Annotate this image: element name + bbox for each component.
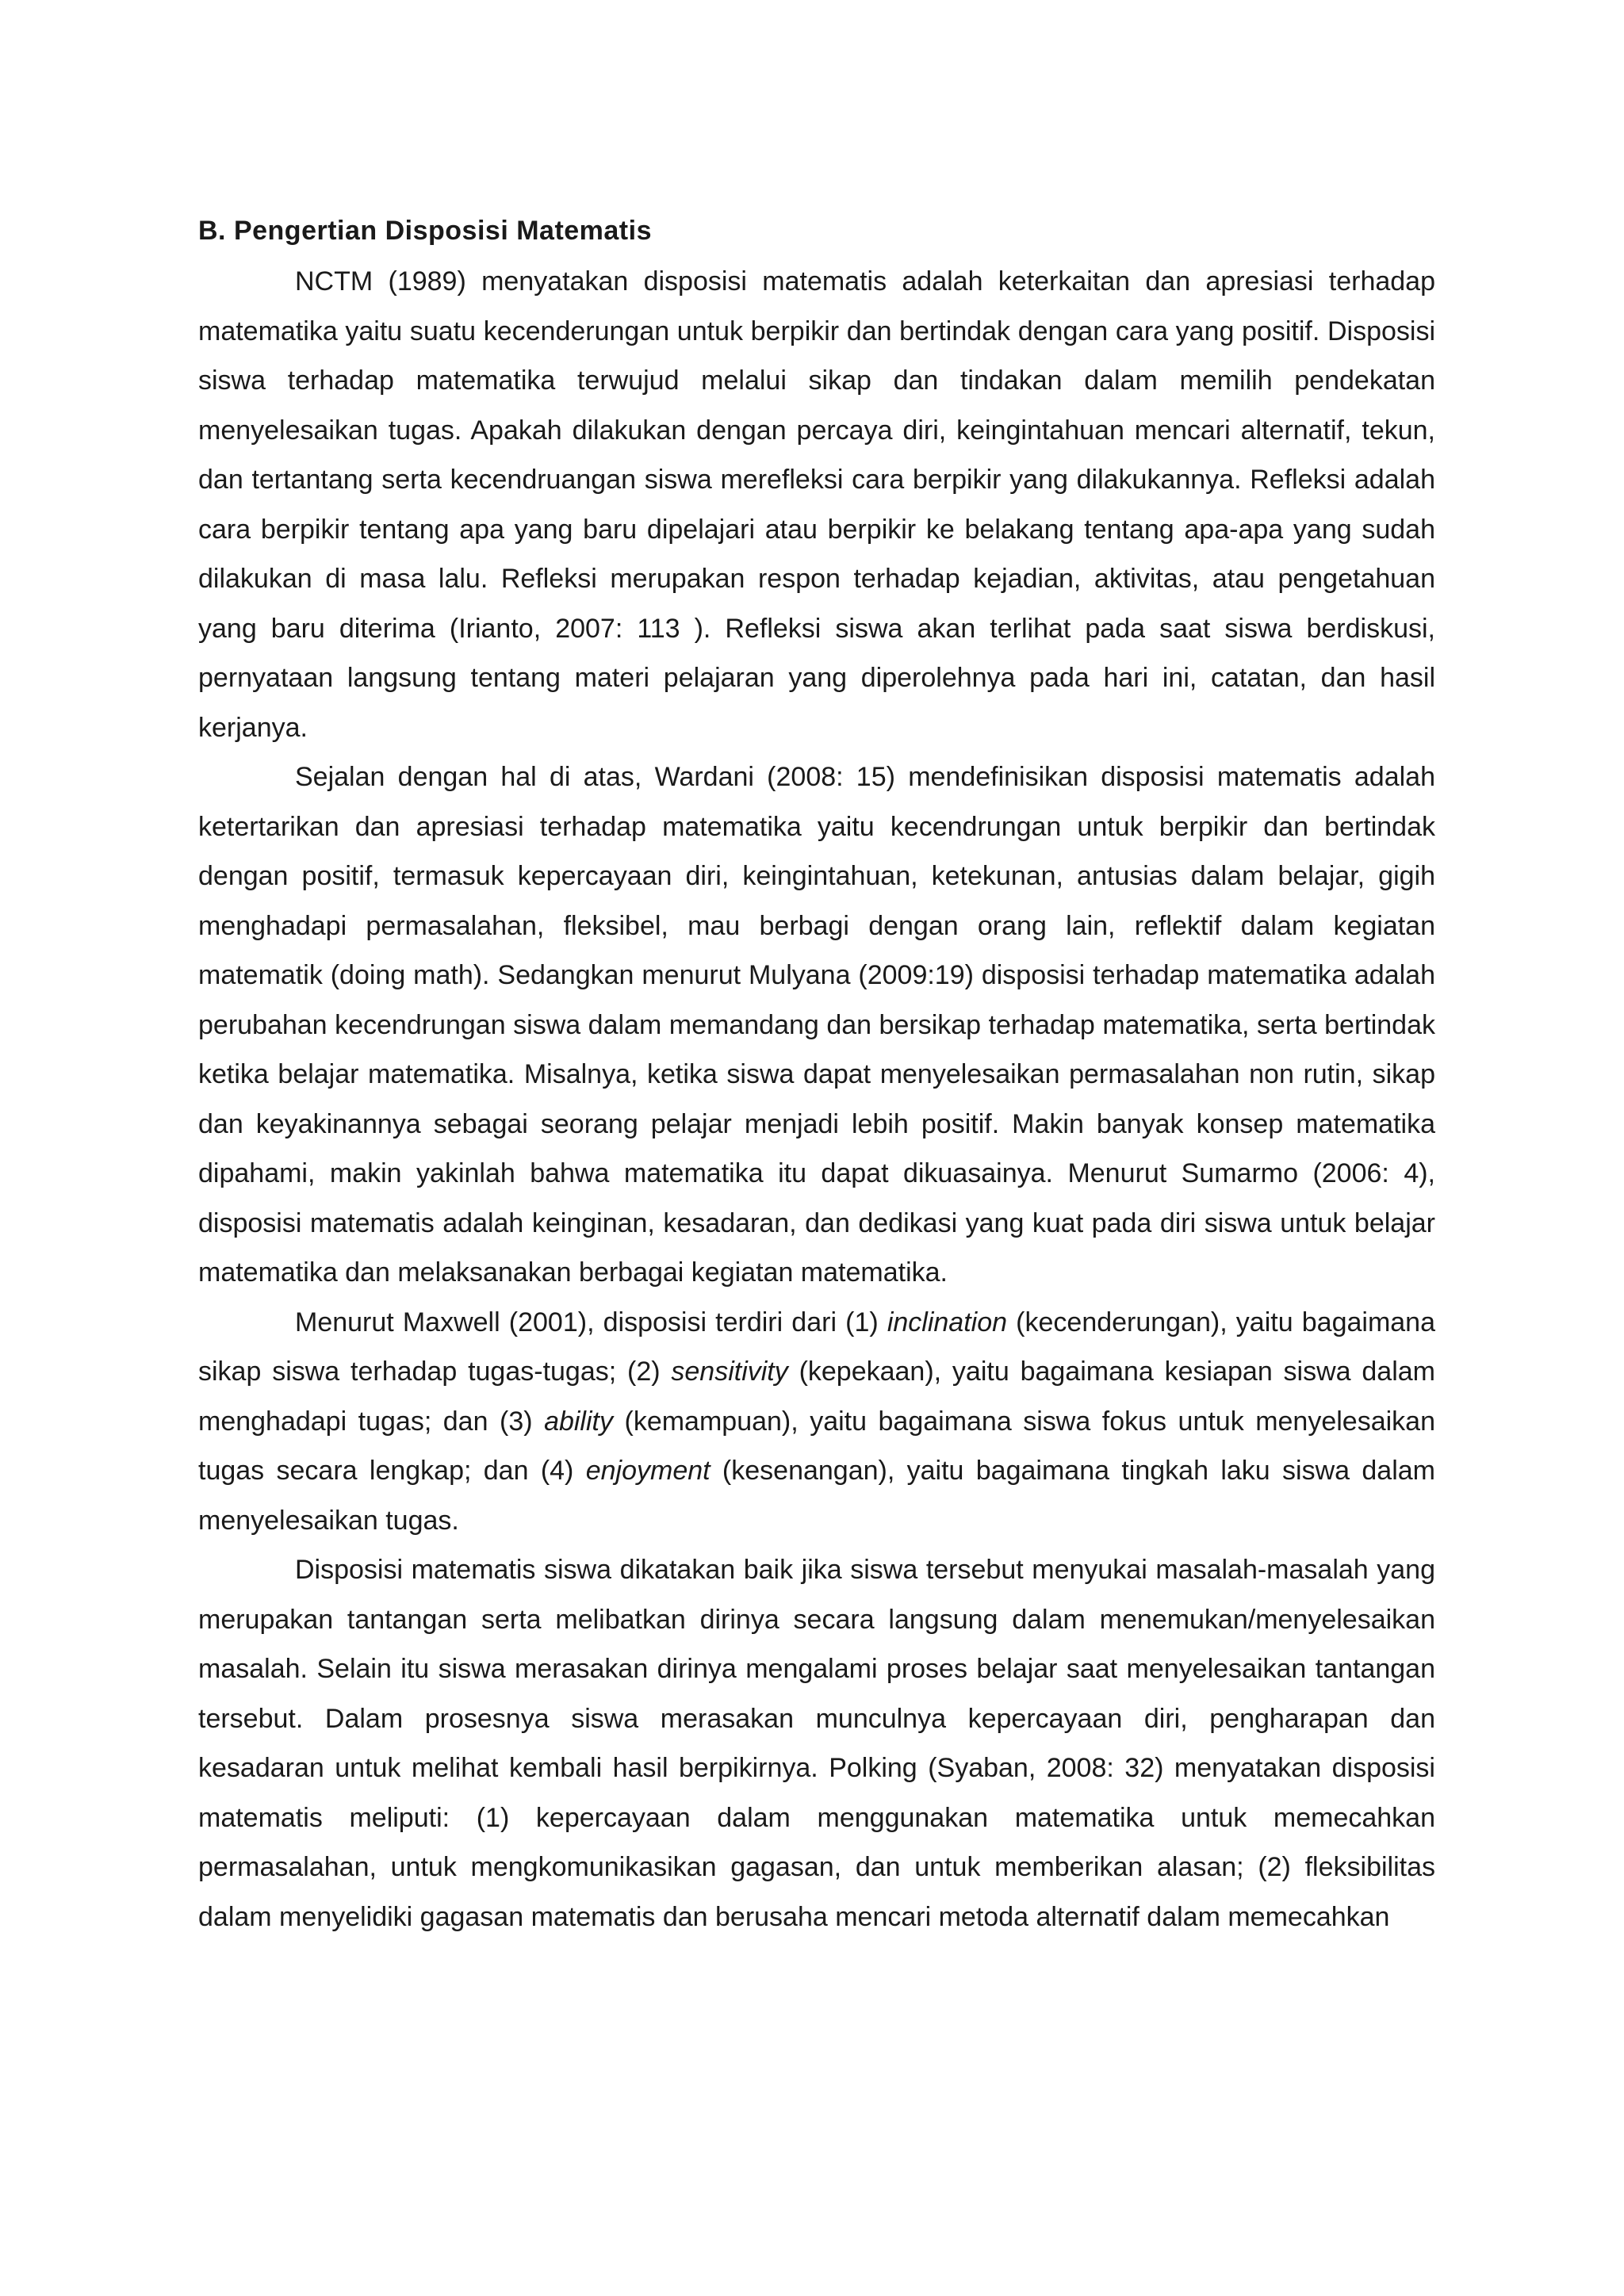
paragraph-text: Menurut Maxwell (2001), disposisi terdiri dari (1): [295, 1307, 887, 1337]
paragraph-text: Sejalan dengan hal di atas, Wardani (2008: 15) mendefinisikan disposisi matematis adalah ketertarikan dan apresiasi terhadap matematika yaitu kecendrungan untuk berpikir dan bertindak dengan positif, termasuk kepercayaan diri, keingintahuan, ketekunan, antusias dalam belajar, gigih menghadapi permasalahan, fleksibel, mau berbagi dengan orang lain, reflektif dalam kegiatan matematik (doing math). Sedangkan menurut Mulyana (2009:19) disposisi terhadap matematika adalah perubahan kecendrungan siswa dalam memandang dan bersikap terhadap matematika, serta bertindak ketika belajar matematika. Misalnya, ketika siswa dapat menyelesaikan permasalahan non rutin, sikap dan keyakinannya sebagai seorang pelajar menjadi lebih positif. Makin banyak konsep matematika dipahami, makin yakinlah bahwa matematika itu dapat dikuasainya. Menurut Sumarmo (2006: 4), disposisi matematis adalah keinginan, kesadaran, dan dedikasi yang kuat pada diri siswa untuk belajar matematika dan melaksanakan berbagai kegiatan matematika.: [198, 762, 1435, 1288]
document-page: [198, 212, 1435, 1942]
paragraph-text: Disposisi matematis siswa dikatakan baik jika siswa tersebut menyukai masalah-masalah yang merupakan tantangan serta melibatkan dirinya secara langsung dalam menemukan/menyelesaikan masalah. Selain itu siswa merasakan dirinya mengalami proses belajar saat menyelesaikan tantangan tersebut. Dalam prosesnya siswa merasakan munculnya kepercayaan diri, pengharapan dan kesadaran untuk melihat kembali hasil berpikirnya. Polking (Syaban, 2008: 32) menyatakan disposisi matematis meliputi: (1) kepercayaan dalam menggunakan matematika untuk memecahkan permasalahan, untuk mengkomunikasikan gagasan, dan untuk memberikan alasan; (2) fleksibilitas dalam menyelidiki gagasan matematis dan berusaha mencari metoda alternatif dalam memecahkan: [198, 1555, 1435, 1932]
paragraph-text: NCTM (1989) menyatakan disposisi matematis adalah keterkaitan dan apresiasi terhadap matematika yaitu suatu kecenderungan untuk berpikir dan bertindak dengan cara yang positif. Disposisi siswa terhadap matematika terwujud melalui sikap dan tindakan dalam memilih pendekatan menyelesaikan tugas. Apakah dilakukan dengan percaya diri, keingintahuan mencari alternatif, tekun, dan tertantang serta kecendruangan siswa merefleksi cara berpikir yang dilakukannya. Refleksi adalah cara berpikir tentang apa yang baru dipelajari atau berpikir ke belakang tentang apa-apa yang sudah dilakukan di masa lalu. Refleksi merupakan respon terhadap kejadian, aktivitas, atau pengetahuan yang baru diterima (Irianto, 2007: 113 ). Refleksi siswa akan terlihat pada saat siswa berdiskusi, pernyataan langsung tentang materi pelajaran yang diperolehnya pada hari ini, catatan, dan hasil kerjanya.: [198, 266, 1435, 743]
section-heading: B. Pengertian Disposisi Matematis: [198, 216, 652, 246]
term-sensitivity: sensitivity: [671, 1357, 788, 1387]
paragraph-text: (kemampuan), yaitu bagaimana siswa fokus untuk menyelesaikan tugas secara lengkap; dan (4): [198, 1406, 1435, 1486]
term-ability: ability: [544, 1406, 613, 1437]
paragraph-text: (kecenderungan), yaitu bagaimana sikap siswa terhadap tugas-tugas; (2): [198, 1307, 1435, 1387]
term-inclination: inclination: [887, 1307, 1008, 1337]
term-enjoyment: enjoyment: [585, 1456, 710, 1486]
paragraph-maxwell: [198, 1298, 1435, 1546]
paragraph-text: (kesenangan), yaitu bagaimana tingkah laku siswa dalam menyelesaikan tugas.: [198, 1456, 1435, 1536]
paragraph-nctm: [198, 257, 1435, 752]
paragraph-wardani: [198, 752, 1435, 1298]
paragraph-text: (kepekaan), yaitu bagaimana kesiapan siswa dalam menghadapi tugas; dan (3): [198, 1357, 1435, 1437]
paragraph-polking: [198, 1545, 1435, 1942]
